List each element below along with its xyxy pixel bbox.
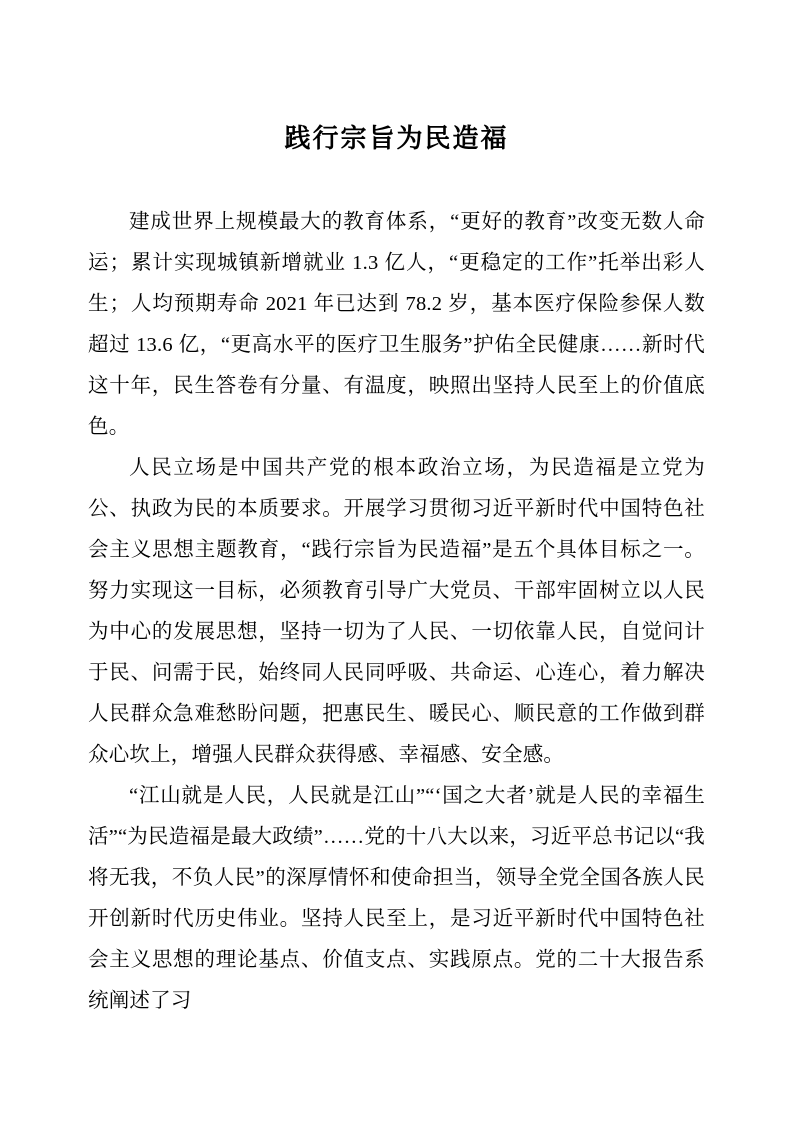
paragraph: 建成世界上规模最大的教育体系，“更好的教育”改变无数人命运；累计实现城镇新增就业 1.3 亿人，“更稳定的工作”托举出彩人生；人均预期寿命 2021 年已达到 78.2 岁，基本医疗保险参保人数超过 13.6 亿，“更高水平的医疗卫生服务”护佑全民健康……新时代这十年，民生答卷有分量、有温度，映照出坚持人民至上的价值底色。 <box>88 211 705 439</box>
document-body <box>88 202 705 1022</box>
paragraph: “江山就是人民，人民就是江山”“‘国之大者’就是人民的幸福生活”“为民造福是最大政绩”……党的十八大以来，习近平总书记以“我将无我，不负人民”的深厚情怀和使命担当，领导全党全国各族人民开创新时代历史伟业。坚持人民至上，是习近平新时代中国特色社会主义思想的理论基点、价值支点、实践原点。党的二十大报告系统阐述了习 <box>88 785 705 1013</box>
paragraph: 人民立场是中国共产党的根本政治立场，为民造福是立党为公、执政为民的本质要求。开展学习贯彻习近平新时代中国特色社会主义思想主题教育，“践行宗旨为民造福”是五个具体目标之一。努力实现这一目标，必须教育引导广大党员、干部牢固树立以人民为中心的发展思想，坚持一切为了人民、一切依靠人民，自觉问计于民、问需于民，始终同人民同呼吸、共命运、心连心，着力解决人民群众急难愁盼问题，把惠民生、暖民心、顺民意的工作做到群众心坎上，增强人民群众获得感、幸福感、安全感。 <box>88 457 705 767</box>
page-title: 践行宗旨为民造福 <box>284 123 509 153</box>
